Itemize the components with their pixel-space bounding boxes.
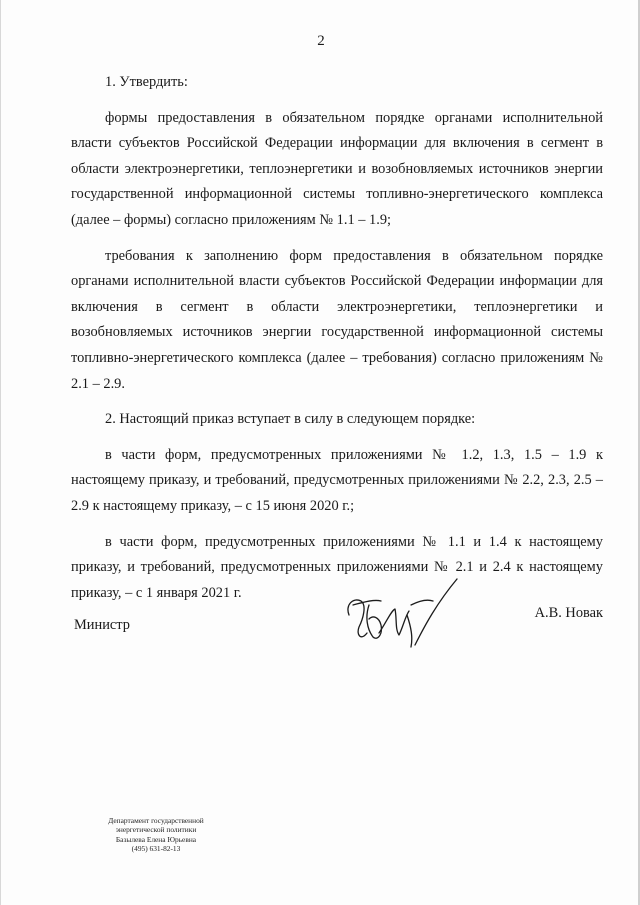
handwritten-signature [339, 575, 469, 655]
page-number: 2 [317, 33, 325, 49]
footer-executor-name: Базылева Елена Юрьевна [115, 834, 197, 844]
signatory-title: Министр [74, 617, 130, 633]
footer-department-cont: энергетической политики [115, 825, 197, 835]
footer-phone: (495) 631-82-13 [131, 844, 181, 854]
signatory-name: А.В. Новак [534, 605, 603, 621]
paragraph-approve-heading: 1. Утвердить: [105, 74, 188, 90]
paragraph-forms: формы предоставления в обязательном порядке органами исполнительной власти субъектов Российской Федерации информации для включения в сегмент в области электроэнергетики, теплоэнергетики и возобновляемых источников энергии государственной информационной системы топливно-энергетического комплекса (далее – формы) согласно приложениям № 1.1 – 1.9; [71, 109, 603, 228]
signature-block [71, 575, 603, 665]
paragraph-requirements: требования к заполнению форм предоставления в обязательном порядке органами исполнительной власти субъектов Российской Федерации информации для включения в сегмент в области электроэнергетики, теплоэнергетики и возобновляемых источников энергии государственной информационной системы топливно-энергетического комплекса (далее – требования) согласно приложениям № 2.1 – 2.9. [71, 247, 603, 392]
footer-department: Департамент государственной [108, 816, 204, 825]
paragraph-effective-january: в части форм, предусмотренных приложениями № 1.1 и 1.4 к настоящему приказу, и требований, предусмотренных приложениями № 2.1 и 2.4 к настоящему приказу, – с 1 января 2021 г. [71, 533, 603, 601]
paragraph-effective-june: в части форм, предусмотренных приложениями № 1.2, 1.3, 1.5 – 1.9 к настоящему приказу, и требований, предусмотренных приложениями № 2.2, 2.3, 2.5 – 2.9 к настоящему приказу, – с 15 июня 2020 г.; [71, 446, 603, 514]
paragraph-effective-heading: 2. Настоящий приказ вступает в силу в следующем порядке: [105, 411, 476, 428]
document-body [71, 70, 603, 606]
executor-footer [93, 816, 219, 854]
